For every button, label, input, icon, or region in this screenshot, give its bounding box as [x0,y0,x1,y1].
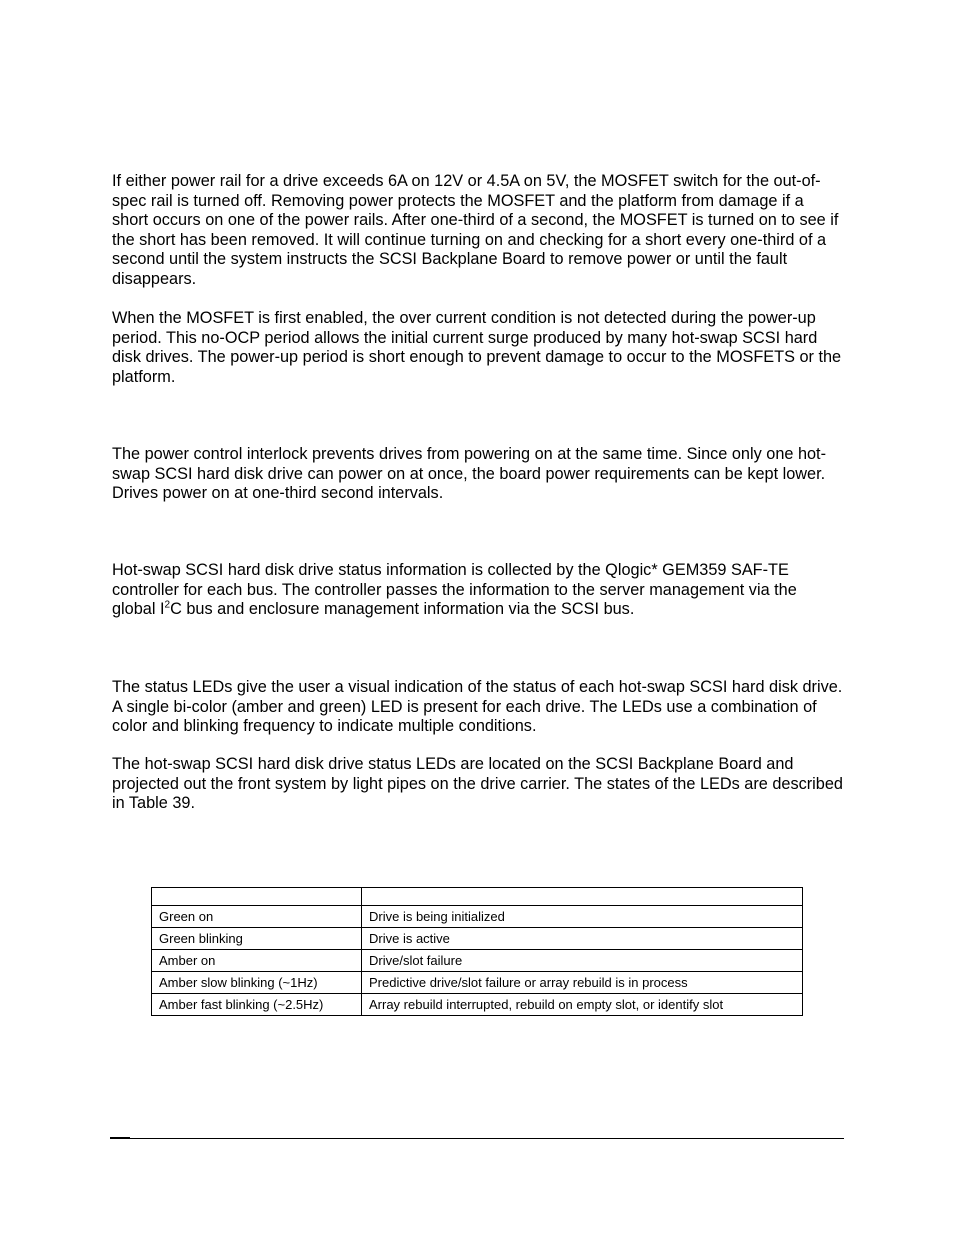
table-row [152,928,803,950]
paragraph-mosfet-power-up: When the MOSFET is first enabled, the over current condition is not detected during the power-up period. This no-OCP period allows the initial current surge produced by many hot-swap SCSI hard disk drives. The power-up period is short enough to prevent damage to occur to the MOSFETS or the platform. [112,309,842,386]
superscript-two: 2 [164,599,171,611]
paragraph-status-information [112,561,844,620]
led-state-cell: Green blinking [152,928,362,950]
footer-mark [110,1137,130,1139]
table-row [152,972,803,994]
table-header-row [152,888,803,906]
led-state-cell: Green on [152,906,362,928]
table-header-cell [362,888,803,906]
status-info-text-a: Hot-swap SCSI hard disk drive status information is collected by the Qlogic* GEM359 SAF-TE controller for each bus. The controller passes the information to the server management via the global I [112,561,797,619]
led-description-cell: Drive/slot failure [362,950,803,972]
table-row [152,994,803,1016]
led-states-table [151,887,803,1016]
led-description-cell: Array rebuild interrupted, rebuild on empty slot, or identify slot [362,994,803,1016]
table-row [152,950,803,972]
led-description-cell: Drive is active [362,928,803,950]
led-description-cell: Predictive drive/slot failure or array rebuild is in process [362,972,803,994]
paragraph-led-location: The hot-swap SCSI hard disk drive status LEDs are located on the SCSI Backplane Board and projected out the front system by light pipes on the drive carrier. The states of the LEDs are described in Table 39. [112,755,843,813]
paragraph-power-interlock: The power control interlock prevents drives from powering on at the same time. Since only one hot-swap SCSI hard disk drive can power on at once, the board power requirements can be kept lower. Drives power on at one-third second intervals. [112,445,827,503]
led-description-cell: Drive is being initialized [362,906,803,928]
led-state-cell: Amber fast blinking (~2.5Hz) [152,994,362,1016]
paragraph-overcurrent-protection: If either power rail for a drive exceeds 6A on 12V or 4.5A on 5V, the MOSFET switch for the out-of-spec rail is turned off. Removing power protects the MOSFET and the platform from damage if a short occurs on one of the power rails. After one-third of a second, the MOSFET is turned on to see if the short has been removed. It will continue turning on and checking for a short every one-third of a second until the system instructs the SCSI Backplane Board to remove power or until the fault disappears. [112,172,839,288]
table-row [152,906,803,928]
footer-divider [110,1138,844,1139]
paragraph-status-leds: The status LEDs give the user a visual indication of the status of each hot-swap SCSI hard disk drive. A single bi-color (amber and green) LED is present for each drive. The LEDs use a combination of color and blinking frequency to indicate multiple conditions. [112,678,843,736]
led-state-cell: Amber slow blinking (~1Hz) [152,972,362,994]
led-state-cell: Amber on [152,950,362,972]
table-header-cell [152,888,362,906]
status-info-text-b: C bus and enclosure management information via the SCSI bus. [170,600,635,619]
